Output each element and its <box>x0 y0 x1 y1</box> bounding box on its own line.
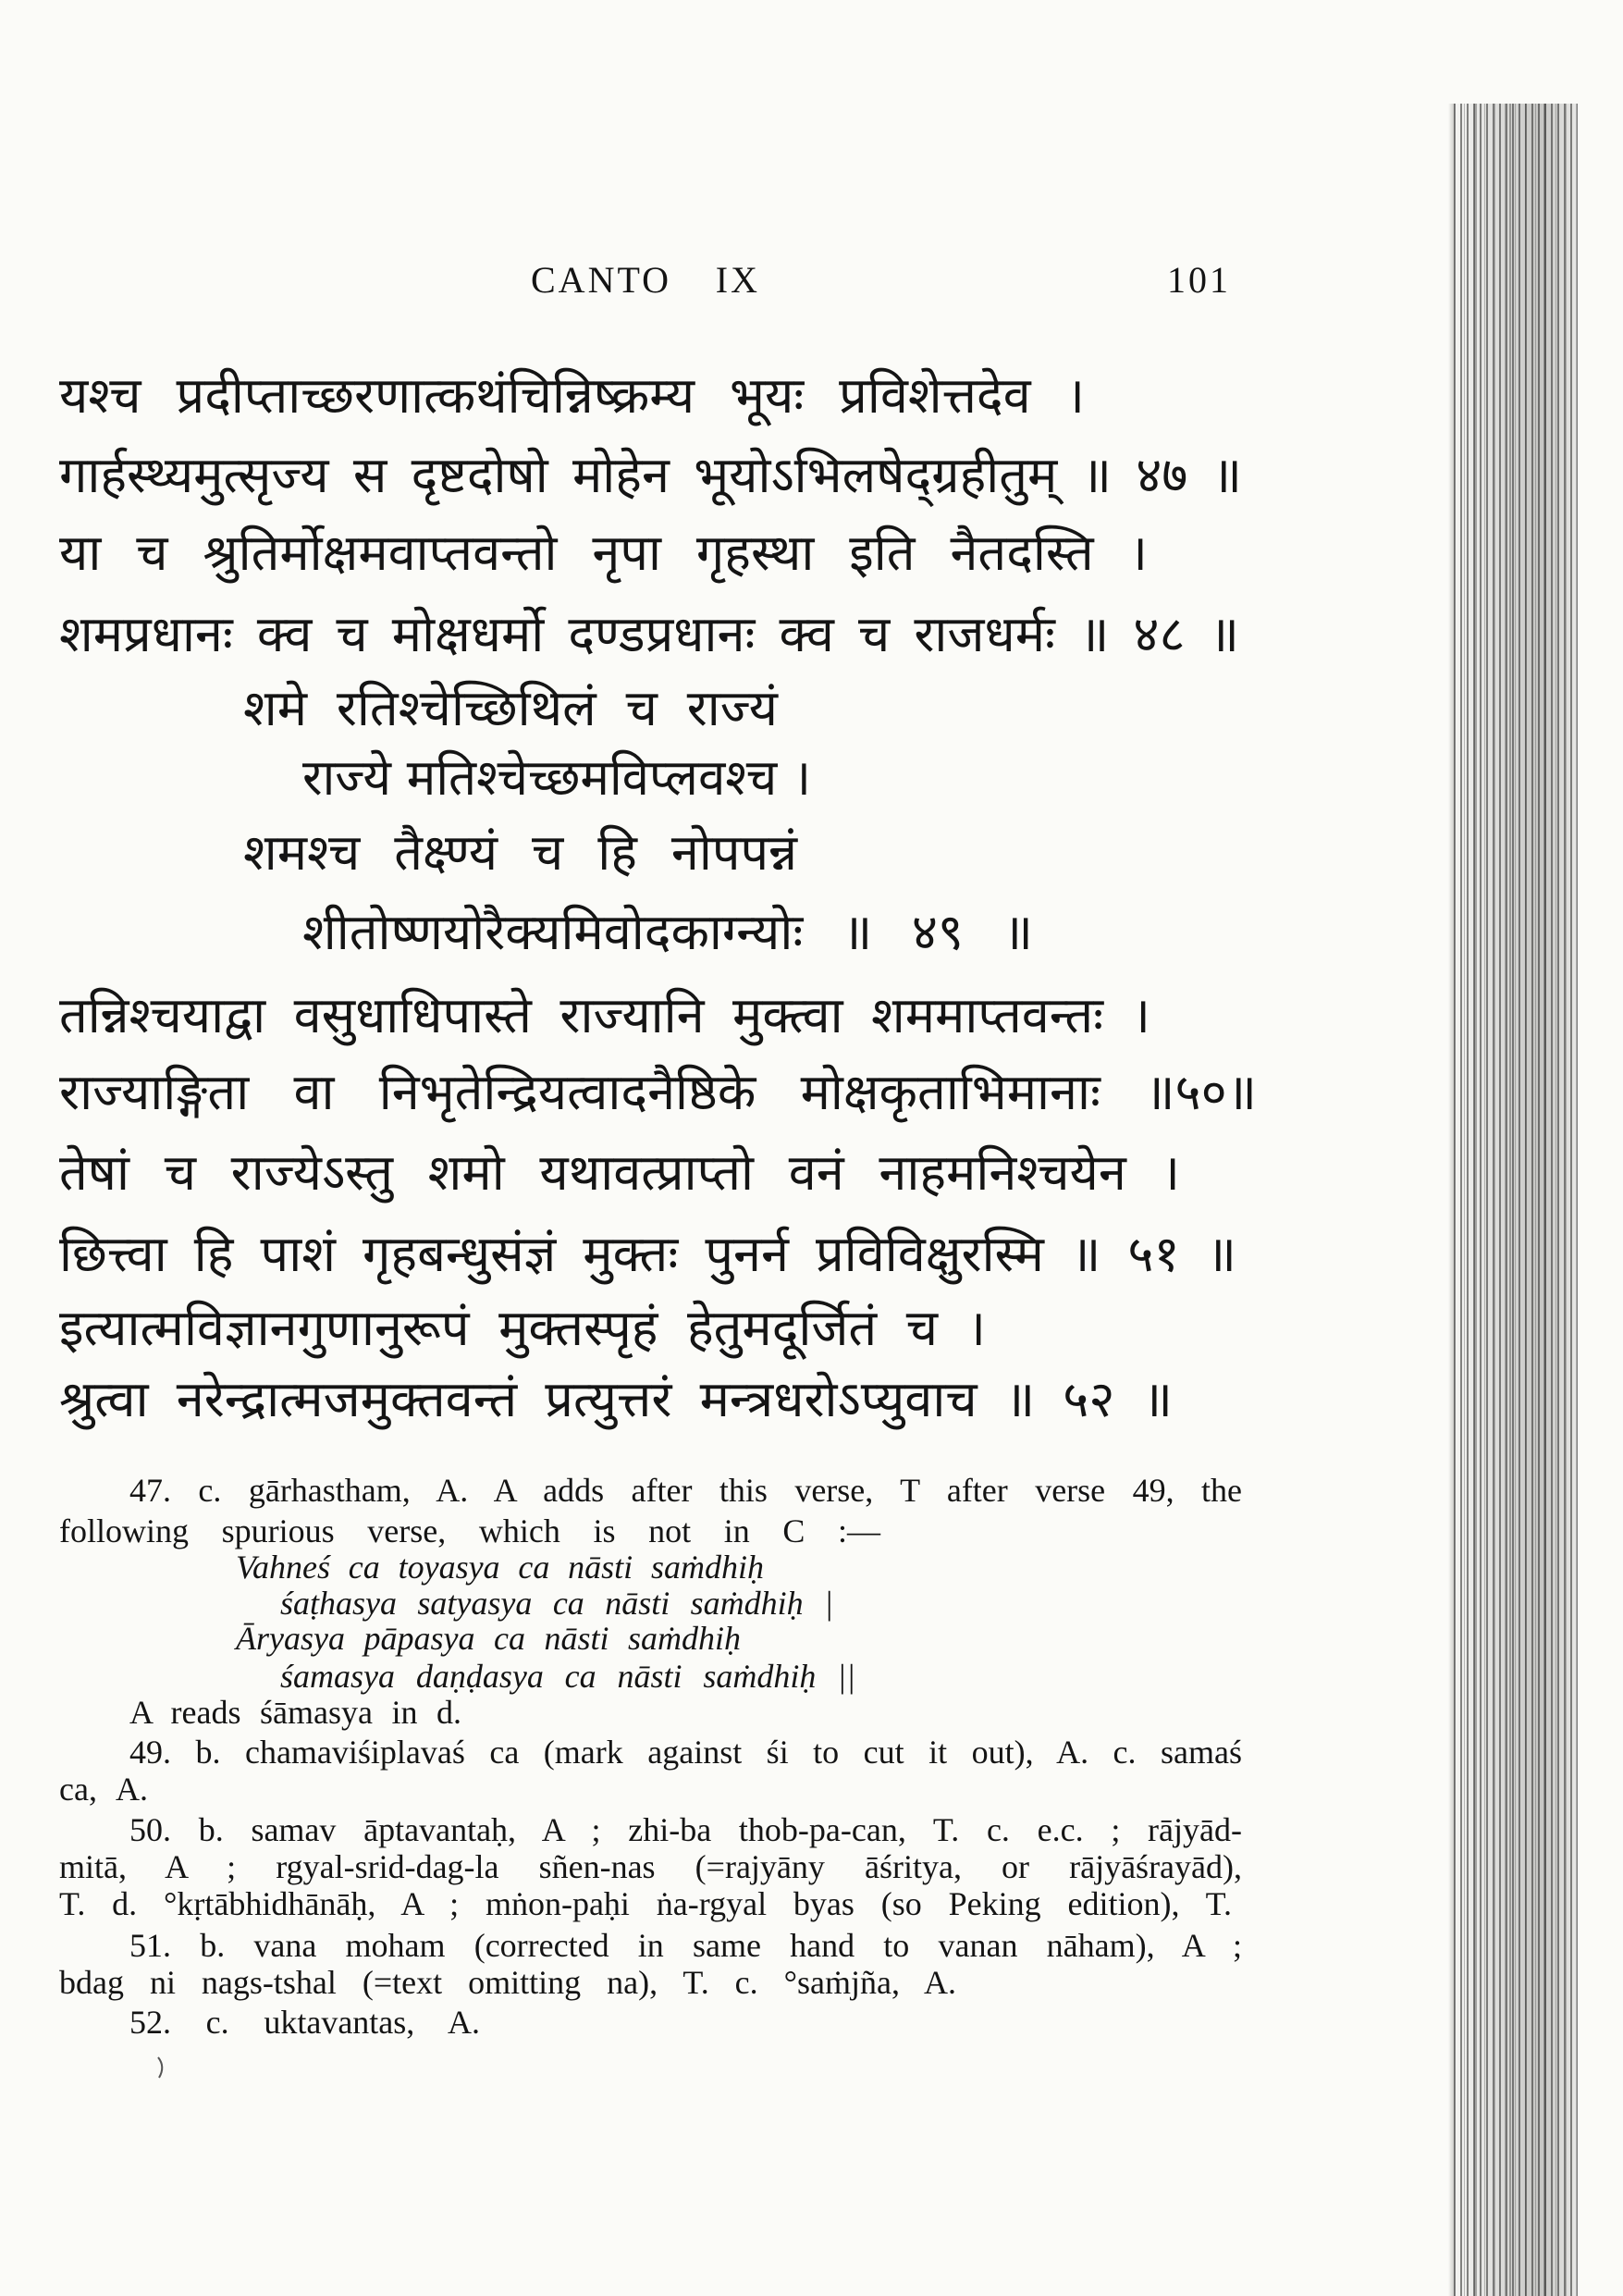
verse-47-line-2: गार्हस्थ्यमुत्सृज्य स दृष्टदोषो मोहेन भूयोऽभिलषेद्ग्रहीतुम् ॥ ४७ ॥ <box>59 446 1242 504</box>
spurious-verse-line-4: śamasya daṇḍasya ca nāsti saṁdhiḥ || <box>280 1658 855 1695</box>
verse-51-line-1: तेषां च राज्येऽस्तु शमो यथावत्प्राप्तो वनं नाहमनिश्चयेन । <box>59 1143 1180 1202</box>
footnote-50-line-2: mitā, A ; rgyal-srid-dag-la sñen-nas (=rajyāny āśritya, or rājyāśrayād), <box>59 1848 1242 1885</box>
verse-51-line-2: छित्त्वा हि पाशं गृहबन्धुसंज्ञं मुक्तः पुनर्न प्रविविक्षुरस्मि ॥ ५१ ॥ <box>59 1225 1236 1283</box>
footnote-49-line-2: ca, A. <box>59 1771 148 1808</box>
scan-mark <box>155 2055 168 2080</box>
footnote-52-line-1: 52. c. uktavantas, A. <box>129 2004 480 2041</box>
binding-gutter-scan <box>1454 104 1578 2296</box>
verse-52-line-2: श्रुत्वा नरेन्द्रात्मजमुक्तवन्तं प्रत्युत्तरं मन्त्रधरोऽप्युवाच ॥ ५२ ॥ <box>59 1370 1173 1428</box>
verse-49-line-1: शमे रतिश्चेच्छिथिलं च राज्यं <box>243 679 778 737</box>
footnote-50-line-1: 50. b. samav āptavantaḥ, A ; zhi-ba thob-pa-can, T. c. e.c. ; rājyād- <box>129 1811 1242 1848</box>
verse-50-line-2: राज्याङ्गिता वा निभृतेन्द्रियत्वादनैष्ठिके मोक्षकृताभिमानाः ॥५०॥ <box>59 1063 1257 1121</box>
verse-52-line-1: इत्यात्मविज्ञानगुणानुरूपं मुक्तस्पृहं हेतुमदूर्जितं च । <box>59 1299 986 1357</box>
verse-50-line-1: तन्निश्चयाद्वा वसुधाधिपास्ते राज्यानि मुक्त्वा शममाप्तवन्तः । <box>59 986 1150 1044</box>
spurious-verse-line-3: Āryasya pāpasya ca nāsti saṁdhiḥ <box>236 1620 741 1657</box>
running-title: CANTO IX <box>531 259 760 301</box>
verse-47-line-1: यश्च प्रदीप्ताच्छरणात्कथंचिन्निष्क्रम्य भूयः प्रविशेत्तदेव । <box>59 366 1085 425</box>
footnote-51-line-2: bdag ni nags-tshal (=text omitting na), T. c. °saṁjña, A. <box>59 1964 956 2001</box>
verse-48-line-1: या च श्रुतिर्मोक्षमवाप्तवन्तो नृपा गृहस्था इति नैतदस्ति । <box>59 524 1148 582</box>
verse-49-line-2: राज्ये मतिश्चेच्छमविप्लवश्च । <box>302 748 811 807</box>
spurious-verse-line-2: śaṭhasya satyasya ca nāsti saṁdhiḥ | <box>280 1585 833 1622</box>
footnote-47-line-1: 47. c. gārhastham, A. A adds after this verse, T after verse 49, the <box>129 1472 1242 1509</box>
footnote-50-line-3: T. d. °kṛtābhidhānāḥ, A ; mṅon-paḥi ṅa-rgyal byas (so Peking edition), T. <box>59 1885 1232 1922</box>
footnote-49-line-1: 49. b. chamaviśiplavaś ca (mark against śi to cut it out), A. c. samaś <box>129 1734 1242 1771</box>
footnote-51-line-1: 51. b. vana moham (corrected in same hand to vanan nāham), A ; <box>129 1927 1242 1964</box>
verse-48-line-2: शमप्रधानः क्व च मोक्षधर्मो दण्डप्रधानः क्व च राजधर्मः ॥ ४८ ॥ <box>59 605 1239 663</box>
footnote-47-line-2: following spurious verse, which is not in C :— <box>59 1512 880 1549</box>
footnote-47-line-3: A reads śāmasya in d. <box>129 1694 461 1731</box>
verse-49-line-3: शमश्च तैक्ष्ण्यं च हि नोपपन्नं <box>243 823 797 882</box>
spurious-verse-line-1: Vahneś ca toyasya ca nāsti saṁdhiḥ <box>236 1549 764 1586</box>
verse-49-line-4: शीतोष्णयोरैक्यमिवोदकाग्न्योः ॥ ४९ ॥ <box>302 903 1033 961</box>
page-number: 101 <box>1167 259 1231 301</box>
